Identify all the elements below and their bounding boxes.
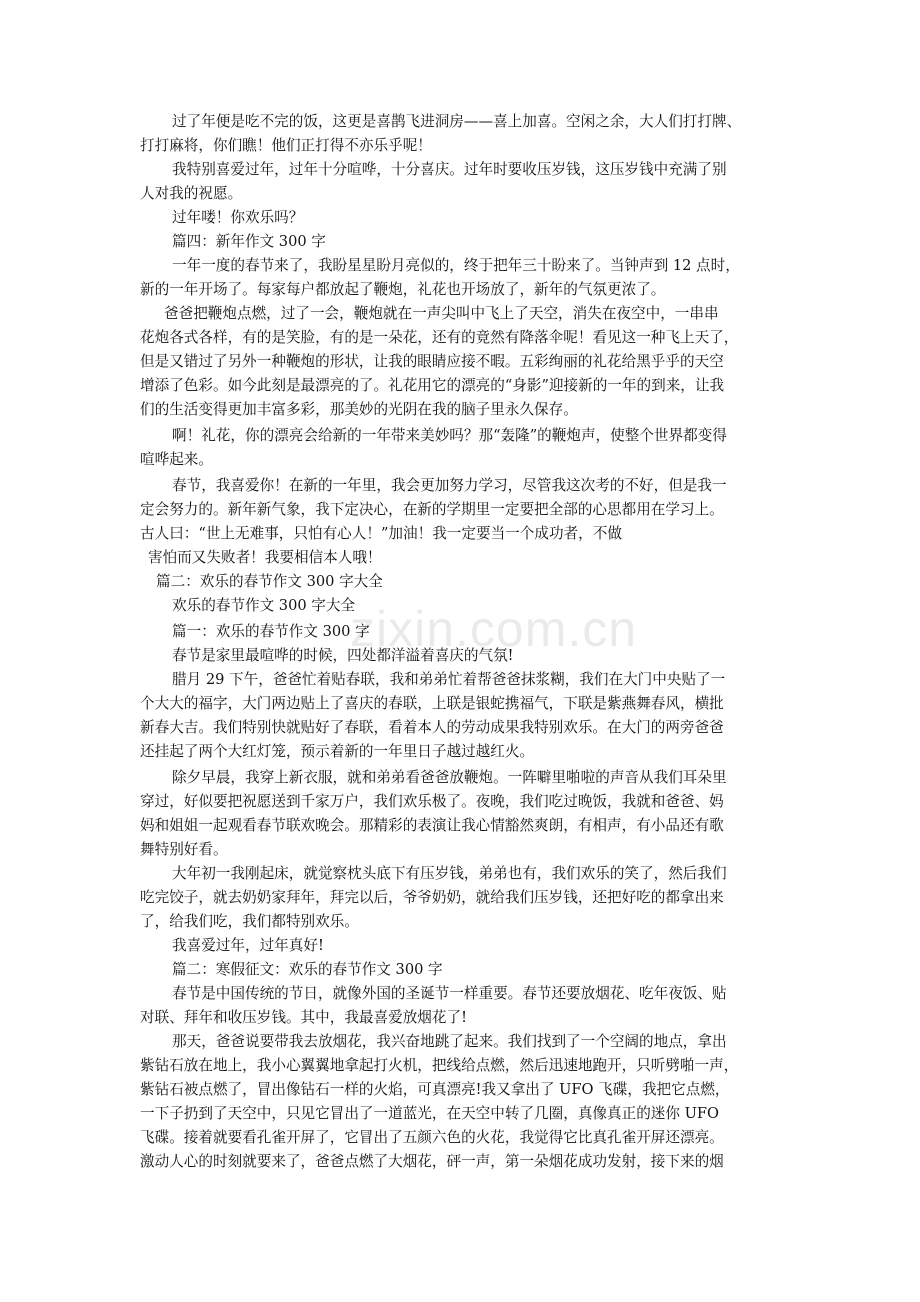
text-line: 个大大的福字，大门两边贴上了喜庆的春联，上联是银蛇携福气，下联是紫燕舞春风，横批 — [140, 695, 724, 712]
text-line: 紫钻石放在地上，我小心翼翼地拿起打火机，把线给点燃，然后迅速地跑开，只听劈啪一声， — [140, 1057, 739, 1074]
section-heading: 欢乐的春节作文 300 字大全 — [172, 597, 356, 614]
text-line: 过年喽！你欢乐吗？ — [172, 209, 304, 226]
text-line: 啊！礼花，你的漂亮会给新的一年带来美妙吗？那“轰隆”的鞭炮声，使整个世界都变得 — [172, 427, 727, 444]
text-line: 古人曰：“世上无难事，只怕有心人！”加油！我一定要当一个成功者，不做 — [140, 525, 622, 542]
text-line: 一年一度的春节来了，我盼星星盼月亮似的，终于把年三十盼来了。当钟声到 12 点时， — [172, 257, 740, 274]
text-line: 腊月 29 下午，爸爸忙着贴春联，我和弟弟忙着帮爸爸抹浆糊，我们在大门中央贴了一 — [172, 671, 726, 688]
text-line: 打打麻将，你们瞧！他们正打得不亦乐乎呢！ — [140, 137, 432, 154]
text-line: 们的生活变得更加丰富多彩，那美妙的光阴在我的脑子里永久保存。 — [140, 401, 578, 418]
text-line: 定会努力的。新年新气象，我下定决心，在新的学期里一定要把全部的心思都用在学习上。 — [140, 501, 724, 518]
text-line: 新春大吉。我们特别快就贴好了春联，看着本人的劳动成果我特别欢乐。在大门的两旁爸爸 — [140, 719, 724, 736]
text-line: 新的一年开场了。每家每户都放起了鞭炮，礼花也开场放了，新年的气氛更浓了。 — [140, 281, 666, 298]
text-line: 吃完饺子，就去奶奶家拜年，拜完以后，爷爷奶奶，就给我们压岁钱，还把好吃的都拿出来 — [140, 889, 724, 906]
text-line: 妈和姐姐一起观看春节联欢晚会。那精彩的表演让我心情豁然爽朗，有相声，有小品还有歌 — [140, 817, 724, 834]
watermark: zixin.com.cn — [350, 601, 638, 657]
text-line: 春节是中国传统的节日，就像外国的圣诞节一样重要。春节还要放烟花、吃年夜饭、贴 — [172, 985, 727, 1002]
text-line: 舞特别好看。 — [140, 841, 228, 858]
text-line: 花炮各式各样，有的是笑脸，有的是一朵花，还有的竟然有降落伞呢！看见这一种飞上天了， — [140, 329, 739, 346]
text-line: 除夕早晨，我穿上新衣服，就和弟弟看爸爸放鞭炮。一阵噼里啪啦的声音从我们耳朵里 — [172, 769, 727, 786]
text-line: 还挂起了两个大红灯笼，预示着新的一年里日子越过越红火。 — [140, 743, 535, 760]
text-line: 过了年便是吃不完的饭，这更是喜鹊飞进洞房——喜上加喜。空闲之余，大人们打打牌、 — [172, 113, 742, 130]
text-line: 害怕而又失败者！我要相信本人哦！ — [148, 549, 382, 566]
text-line: 对联、拜年和收压岁钱。其中，我最喜爱放烟花了! — [140, 1009, 467, 1026]
text-line: 那天，爸爸说要带我去放烟花，我兴奋地跳了起来。我们找到了一个空阔的地点，拿出 — [172, 1033, 727, 1050]
section-heading: 篇二：欢乐的春节作文 300 字大全 — [156, 573, 383, 590]
text-line: 但是又错过了另外一种鞭炮的形状，让我的眼睛应接不暇。五彩绚丽的礼花给黑乎乎的天空 — [140, 353, 724, 370]
text-line: 我喜爱过年，过年真好! — [172, 937, 324, 954]
text-line: 爸爸把鞭炮点燃，过了一会，鞭炮就在一声尖叫中飞上了天空，消失在夜空中，一串串 — [164, 305, 719, 322]
text-line: 穿过，好似要把祝愿送到千家万户，我们欢乐极了。夜晚，我们吃过晚饭，我就和爸爸、妈 — [140, 793, 724, 810]
text-line: 大年初一我刚起床，就觉察枕头底下有压岁钱，弟弟也有，我们欢乐的笑了，然后我们 — [172, 865, 727, 882]
text-line: 人对我的祝愿。 — [140, 185, 243, 202]
text-line: 一下子扔到了天空中，只见它冒出了一道蓝光，在天空中转了几圈，真像真正的迷你 UFO — [140, 1105, 720, 1122]
text-line: 飞碟。接着就要看孔雀开屏了，它冒出了五颜六色的火花，我觉得它比真孔雀开屏还漂亮。 — [140, 1129, 724, 1146]
text-line: 我特别喜爱过年，过年十分喧哗，十分喜庆。过年时要收压岁钱，这压岁钱中充满了别 — [172, 161, 727, 178]
text-line: 紫钻石被点燃了，冒出像钻石一样的火焰，可真漂亮!我又拿出了 UFO 飞碟，我把它点燃， — [140, 1081, 730, 1098]
text-line: 增添了色彩。如今此刻是最漂亮的了。礼花用它的漂亮的“身影”迎接新的一年的到来，让我 — [140, 377, 725, 394]
text-line: 春节，我喜爱你！在新的一年里，我会更加努力学习，尽管我这次考的不好，但是我一 — [172, 477, 727, 494]
section-heading: 篇四：新年作文 300 字 — [172, 233, 326, 250]
text-line: 春节是家里最喧哗的时候，四处都洋溢着喜庆的气氛! — [172, 647, 514, 664]
text-line: 激动人心的时刻就要来了，爸爸点燃了大烟花，砰一声，第一朵烟花成功发射，接下来的烟 — [140, 1153, 724, 1170]
text-line: 喧哗起来。 — [140, 451, 213, 468]
section-heading: 篇一：欢乐的春节作文 300 字 — [172, 623, 370, 640]
text-line: 了，给我们吃，我们都特别欢乐。 — [140, 913, 359, 930]
section-heading: 篇二：寒假征文：欢乐的春节作文 300 字 — [172, 961, 443, 978]
